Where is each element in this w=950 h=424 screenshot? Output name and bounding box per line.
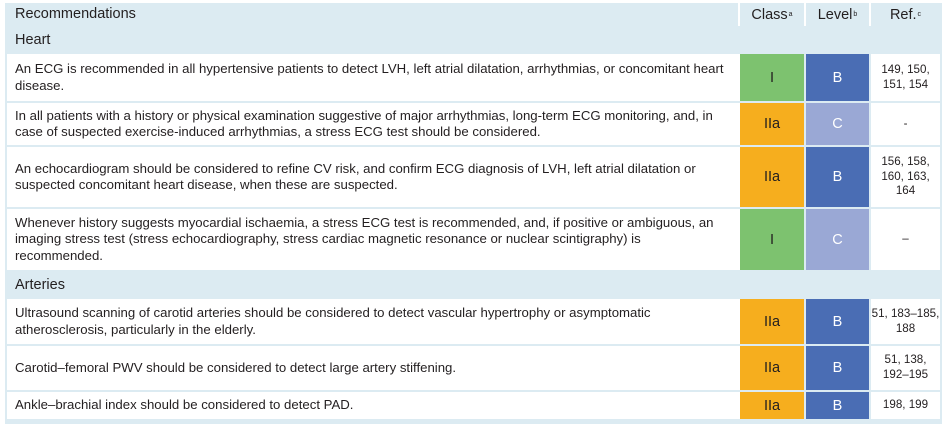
section-title: Heart (15, 32, 51, 48)
class-badge: IIa (740, 147, 804, 207)
class-badge: IIa (740, 103, 804, 145)
recommendations-table (5, 3, 942, 424)
reference-cell: 198, 199 (871, 392, 940, 419)
level-badge: B (806, 147, 869, 207)
header-divider (804, 3, 806, 26)
level-badge: B (806, 346, 869, 390)
header-divider (738, 3, 740, 26)
level-badge: C (806, 209, 869, 270)
header-ref-label: Ref. (889, 6, 917, 23)
table-row (5, 346, 942, 390)
class-badge: IIa (740, 392, 804, 419)
reference-cell: 149, 150, 151, 154 (871, 54, 940, 101)
section-title: Arteries (15, 277, 65, 293)
header-level-label: Level (817, 6, 853, 23)
class-badge: I (740, 209, 804, 270)
recommendation-text: In all patients with a history or physical examination suggestive of major arrhythmias, long-term ECG monitoring, and, in case of suspected exercise-induced arrhythmias, a stress ECG test should be considered. (7, 103, 740, 145)
header-class: Class a (751, 6, 793, 23)
recommendation-text: Ultrasound scanning of carotid arteries should be considered to detect vascular hypertrophy or asymptomatic atherosclerosis, particularly in the elderly. (7, 299, 740, 344)
reference-cell: 156, 158, 160, 163, 164 (871, 147, 940, 207)
class-badge: IIa (740, 299, 804, 344)
header-recommendations: Recommendations (15, 6, 136, 23)
level-badge: B (806, 54, 869, 101)
table-row (5, 147, 942, 207)
table-row (5, 209, 942, 270)
recommendation-text: Whenever history suggests myocardial ischaemia, a stress ECG test is recommended, and, if positive or ambiguous, an imaging stress test (stress echocardiography, stress cardiac magnetic resonance or nuclear scintigraphy) is recommended. (7, 209, 740, 270)
level-badge: C (806, 103, 869, 145)
header-ref: Ref. c (889, 6, 922, 23)
reference-cell: 51, 138, 192–195 (871, 346, 940, 390)
table-header (5, 3, 942, 26)
table-row (5, 103, 942, 145)
header-class-label: Class (751, 6, 788, 23)
table-row (5, 54, 942, 101)
header-level: Level b (817, 6, 858, 23)
header-divider (869, 3, 871, 26)
level-badge: B (806, 299, 869, 344)
recommendation-text: Ankle–brachial index should be considered to detect PAD. (7, 392, 740, 419)
recommendation-text: Carotid–femoral PWV should be considered to detect large artery stiffening. (7, 346, 740, 390)
reference-cell: - (871, 103, 940, 145)
class-badge: IIa (740, 346, 804, 390)
section-arteries (5, 273, 942, 297)
table-row (5, 392, 942, 419)
level-badge: B (806, 392, 869, 419)
table-row (5, 299, 942, 344)
reference-cell: 51, 183–185, 188 (871, 299, 940, 344)
recommendation-text: An echocardiogram should be considered to refine CV risk, and confirm ECG diagnosis of LVH, left atrial dilatation or suspected concomitant heart disease, when these are suspected. (7, 147, 740, 207)
recommendation-text: An ECG is recommended in all hypertensive patients to detect LVH, left atrial dilatation, arrhythmias, or concomitant heart disease. (7, 54, 740, 101)
section-heart (5, 28, 942, 52)
reference-cell: – (871, 209, 940, 270)
class-badge: I (740, 54, 804, 101)
